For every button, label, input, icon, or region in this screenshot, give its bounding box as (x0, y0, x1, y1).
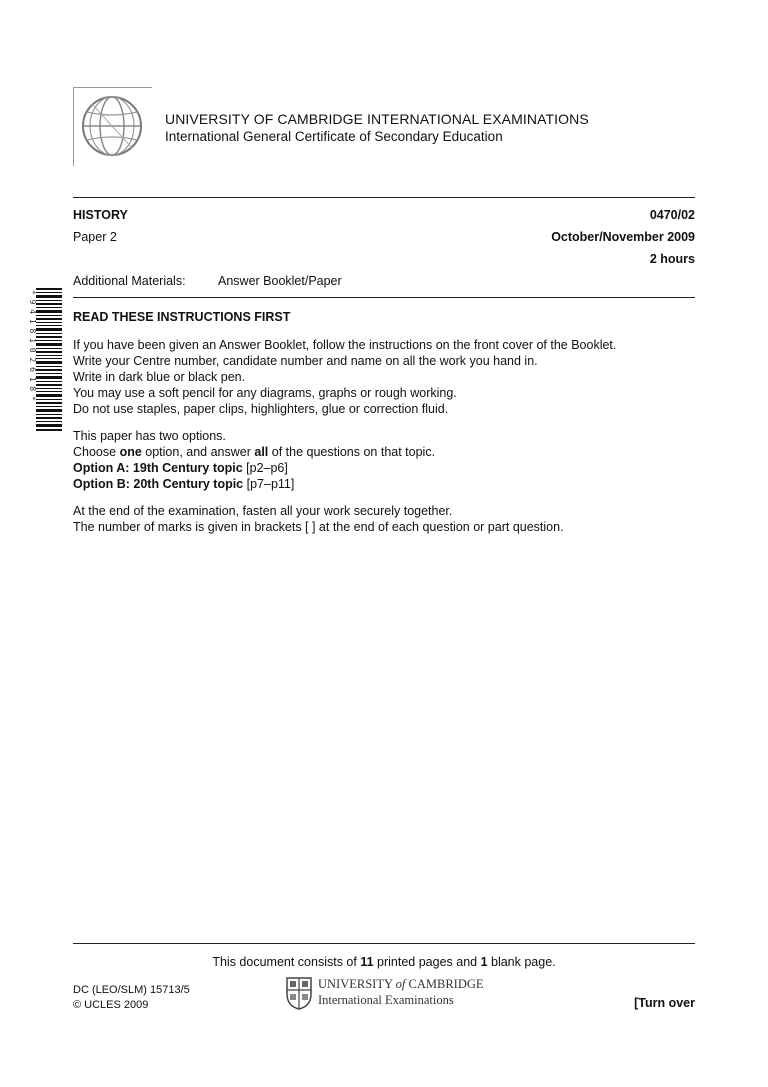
subject: HISTORY (73, 208, 128, 222)
copyright: © UCLES 2009 (73, 999, 149, 1011)
logo-line-1: UNIVERSITY of CAMBRIDGE (318, 977, 484, 991)
globe-icon (80, 94, 144, 158)
instruction-line: Write in dark blue or black pen. (73, 370, 246, 384)
instruction-line: Write your Centre number, candidate number and name on all the work you hand in. (73, 354, 538, 368)
materials-value: Answer Booklet/Paper (218, 274, 342, 288)
qualification-title: International General Certificate of Secondary Education (165, 129, 503, 144)
divider-middle (73, 297, 695, 298)
instruction-line: You may use a soft pencil for any diagrams, graphs or rough working. (73, 386, 457, 400)
instruction-line: Do not use staples, paper clips, highlighters, glue or correction fluid. (73, 402, 449, 416)
exam-code: 0470/02 (649, 208, 695, 222)
instructions-heading: READ THESE INSTRUCTIONS FIRST (73, 310, 291, 324)
end-line: At the end of the examination, fasten all your work securely together. (73, 504, 453, 518)
footer-ref-block (73, 983, 190, 1013)
barcode-digits: * 9 4 1 8 1 0 2 6 1 8 * (28, 290, 37, 401)
instruction-line: If you have been given an Answer Booklet, follow the instructions on the front cover of the Booklet. (73, 338, 617, 352)
option-a: Option A: 19th Century topic [p2–p6] (73, 461, 288, 475)
choose-line: Choose one option, and answer all of the questions on that topic. (73, 445, 436, 459)
materials-label: Additional Materials: (73, 274, 186, 288)
page-count-note: This document consists of 11 printed pages and 1 blank page. (212, 955, 556, 969)
logo-line-2: International Examinations (318, 993, 454, 1007)
divider-footer (73, 943, 695, 944)
exam-session: October/November 2009 (551, 230, 695, 244)
divider-top (73, 197, 695, 198)
cambridge-footer-logo (285, 976, 485, 1012)
document-ref: DC (LEO/SLM) 15713/5 (73, 984, 190, 996)
options-intro: This paper has two options. (73, 429, 226, 443)
end-line: The number of marks is given in brackets [ ] at the end of each question or part question. (73, 520, 564, 534)
options-block (73, 428, 435, 492)
end-instructions (73, 503, 564, 535)
globe-logo-frame (73, 87, 152, 166)
crest-icon (285, 976, 313, 1010)
barcode (22, 288, 64, 433)
institution-title: UNIVERSITY OF CAMBRIDGE INTERNATIONAL EXAMINATIONS (165, 111, 589, 127)
exam-duration: 2 hours (649, 252, 695, 266)
option-b: Option B: 20th Century topic [p7–p11] (73, 477, 295, 491)
paper-number: Paper 2 (73, 230, 117, 244)
turn-over: [Turn over (634, 996, 695, 1010)
instructions-list (73, 337, 616, 417)
